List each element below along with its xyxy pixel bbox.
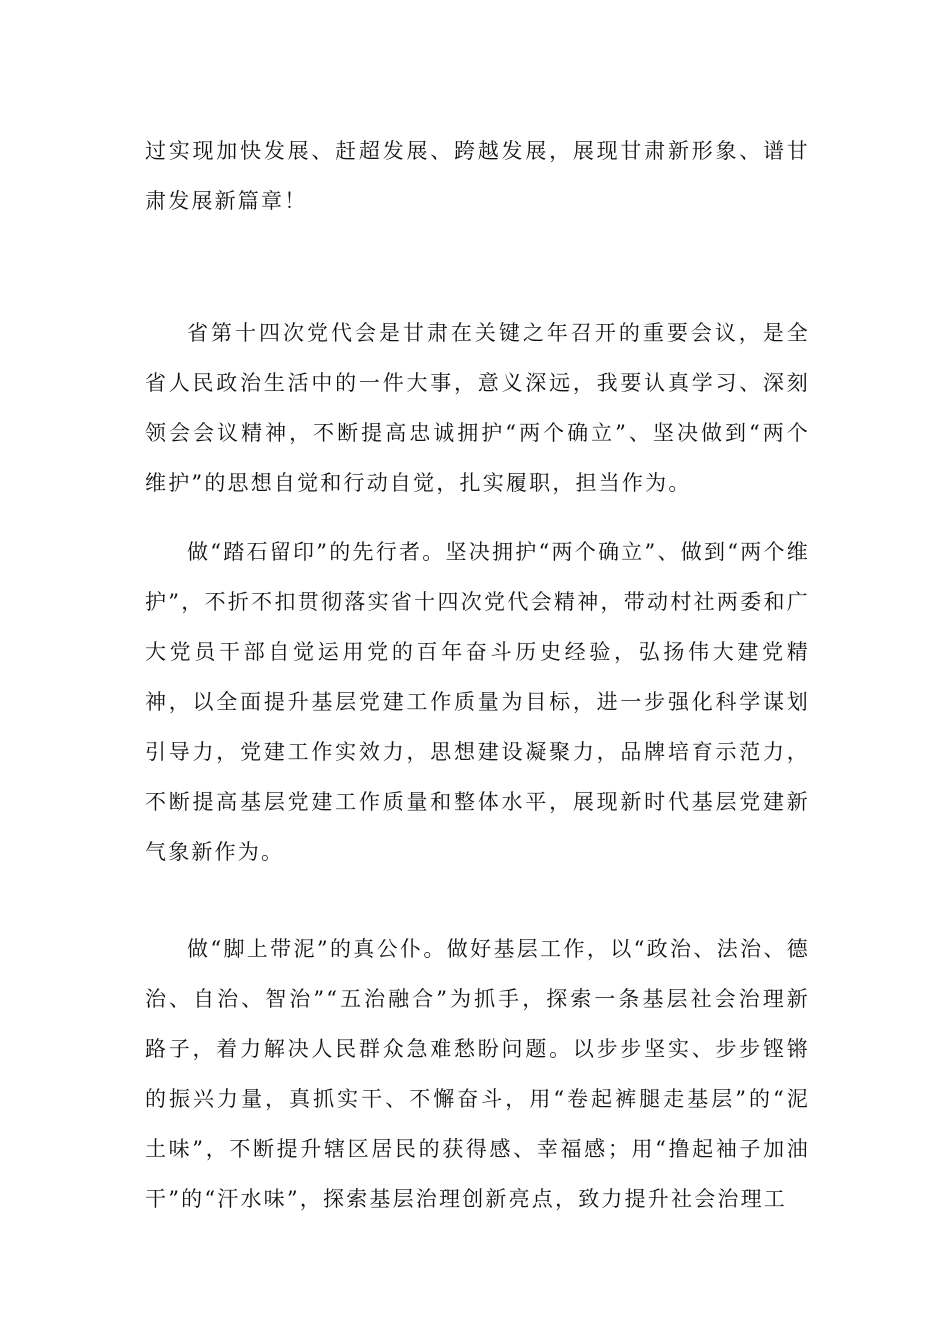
paragraph-continuation: 过实现加快发展、赶超发展、跨越发展，展现甘肃新形象、谱甘肃发展新篇章！ (145, 139, 810, 213)
paragraph-congress-significance: 省第十四次党代会是甘肃在关键之年召开的重要会议，是全省人民政治生活中的一件大事，意义深远，我要认真学习、深刻领会会议精神，不断提高忠诚拥护“两个确立”、坚决做到“两个维护”的思想自觉和行动自觉，扎实履职，担当作为。 (145, 321, 810, 495)
paragraph-pioneer: 做“踏石留印”的先行者。坚决拥护“两个确立”、做到“两个维护”，不折不扣贯彻落实省十四次党代会精神，带动村社两委和广大党员干部自觉运用党的百年奋斗历史经验，弘扬伟大建党精神，以全面提升基层党建工作质量为目标，进一步强化科学谋划引导力，党建工作实效力，思想建设凝聚力，品牌培育示范力，不断提高基层党建工作质量和整体水平，展现新时代基层党建新气象新作为。 (145, 540, 810, 864)
paragraph-public-servant: 做“脚上带泥”的真公仆。做好基层工作，以“政治、法治、德治、自治、智治”“五治融合”为抓手，探索一条基层社会治理新路子，着力解决人民群众急难愁盼问题。以步步坚实、步步铿锵的振兴力量，真抓实干、不懈奋斗，用“卷起裤腿走基层”的“泥土味”，不断提升辖区居民的获得感、幸福感；用“撸起袖子加油干”的“汗水味”，探索基层治理创新亮点，致力提升社会治理工 (145, 937, 810, 1211)
